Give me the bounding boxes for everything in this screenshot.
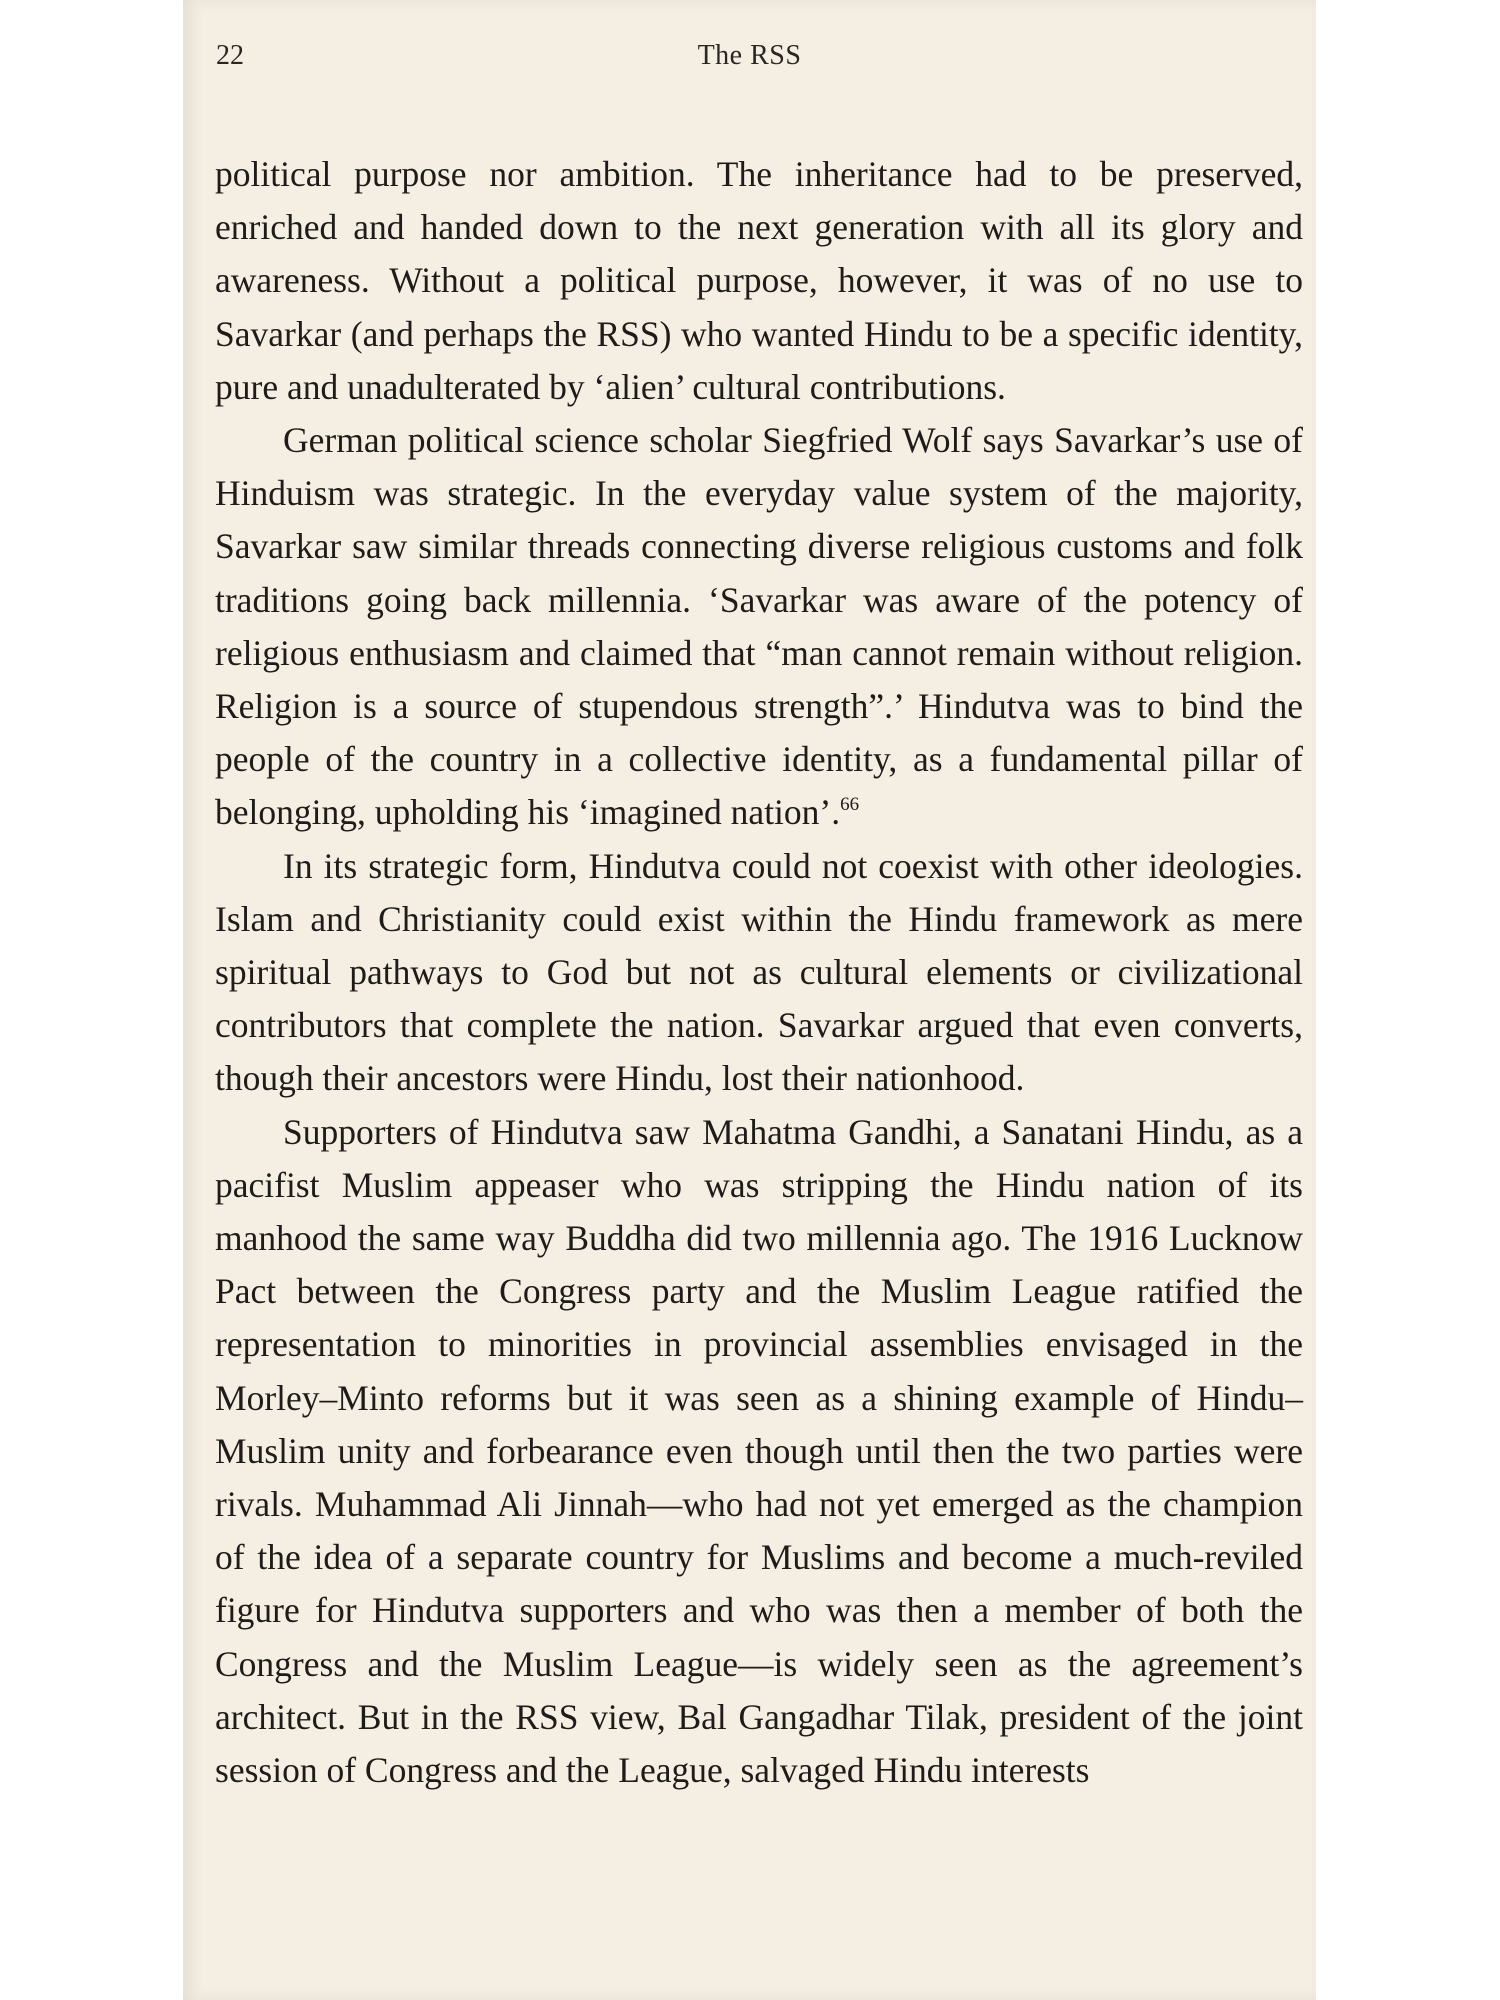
paragraph-3-text: In its strategic form, Hindutva could not coexist with other ideologies. Islam and Christianity could exist within the Hindu framework as mere spiritual pathways to God but not as cultural elements or civilizational contributors that complete the nation. Savarkar argued that even converts, though their ancestors were Hindu, lost their nationhood. xyxy=(215,845,1303,1099)
paragraph-3 xyxy=(215,840,1303,1106)
book-page xyxy=(183,0,1316,2000)
footnote-marker: 66 xyxy=(840,794,860,816)
page-header xyxy=(216,40,1283,84)
paragraph-1-text: political purpose nor ambition. The inheritance had to be preserved, enriched and handed down to the next generation with all its glory and awareness. Without a political purpose, however, it was of no use to Savarkar (and perhaps the RSS) who wanted Hindu to be a specific identity, pure and unadulterated by ‘alien’ cultural contributions. xyxy=(215,154,1303,407)
body-text xyxy=(215,148,1303,1797)
running-head: The RSS xyxy=(697,40,802,71)
paragraph-1 xyxy=(215,148,1303,414)
paragraph-4-text: Supporters of Hindutva saw Mahatma Gandhi, a Sanatani Hindu, as a pacifist Muslim appeaser who was stripping the Hindu nation of its manhood the same way Buddha did two millennia ago. The 1916 Lucknow Pact between the Congress party and the Muslim League ratified the representation to minorities in provincial assemblies envisaged in the Morley–Minto reforms but it was seen as a shining example of Hindu–Muslim unity and forbearance even though until then the two parties were rivals. Muhammad Ali Jinnah—who had not yet emerged as the champion of the idea of a separate country for Muslims and become a much-reviled figure for Hindutva supporters and who was then a member of both the Congress and the Muslim League—is widely seen as the agreement’s architect. But in the RSS view, Bal Gangadhar Tilak, president of the joint session of Congress and the League, salvaged Hindu interests xyxy=(215,1111,1303,1791)
paragraph-2 xyxy=(215,414,1303,840)
page-number: 22 xyxy=(216,40,244,71)
paragraph-2-text: German political science scholar Siegfried Wolf says Savarkar’s use of Hinduism was strategic. In the everyday value system of the majority, Savarkar saw similar threads connecting diverse religious customs and folk traditions going back millennia. ‘Savarkar was aware of the potency of religious enthusiasm and claimed that “man cannot remain without religion. Religion is a source of stupendous strength”.’ Hindutva was to bind the people of the country in a collective identity, as a fundamental pillar of belonging, upholding his ‘imagined nation’. xyxy=(215,420,1303,833)
paragraph-4 xyxy=(215,1106,1303,1798)
